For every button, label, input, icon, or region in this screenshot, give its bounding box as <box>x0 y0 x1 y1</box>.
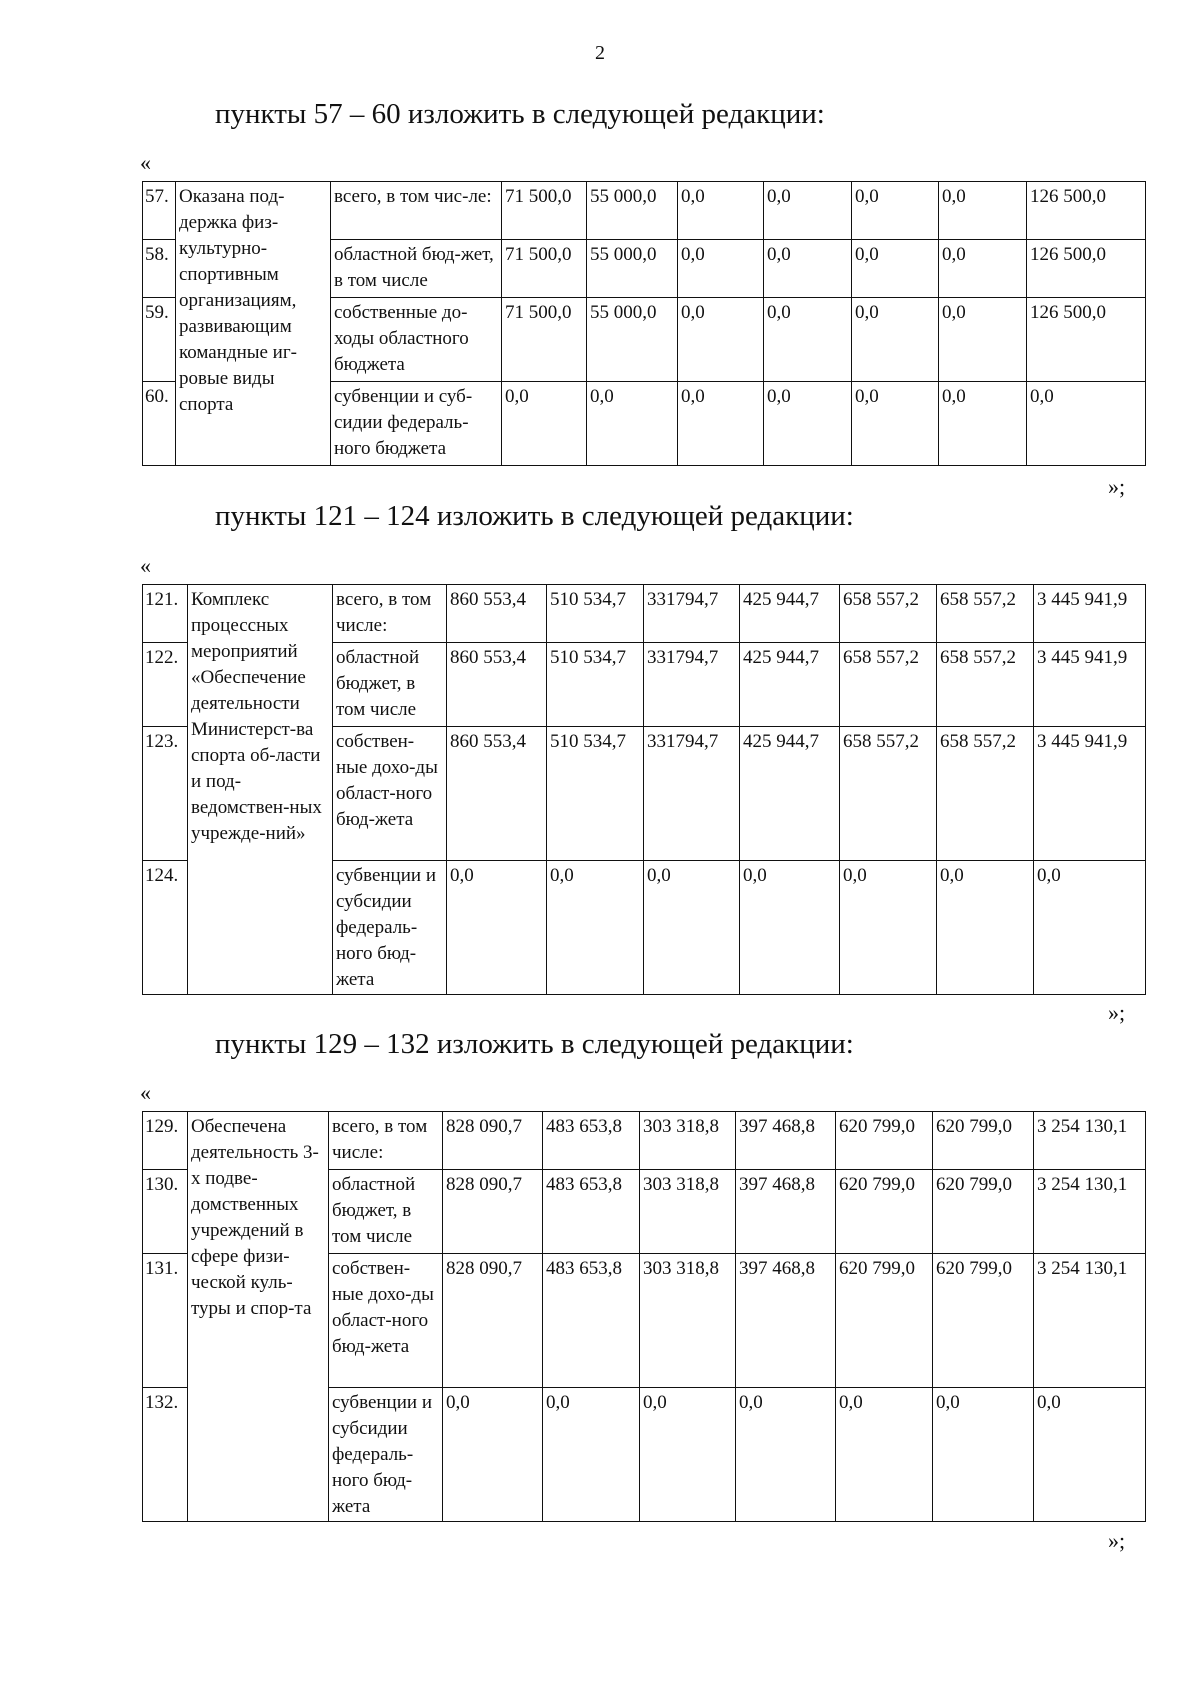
funding-source: областной бюд-жет, в том числе <box>331 240 502 298</box>
funding-source: субвенции и субсидии федераль-ного бюд-жета <box>329 1388 443 1522</box>
value-cell: 425 944,7 <box>740 585 840 643</box>
funding-source: собствен-ные дохо-ды област-ного бюд-жета <box>333 727 447 861</box>
section-1-table <box>142 181 1146 466</box>
value-cell: 620 799,0 <box>933 1254 1034 1388</box>
row-number: 122. <box>143 643 188 727</box>
row-number: 131. <box>143 1254 188 1388</box>
value-cell: 828 090,7 <box>443 1254 543 1388</box>
value-cell: 510 534,7 <box>547 585 644 643</box>
value-cell: 331794,7 <box>644 643 740 727</box>
funding-source: собственные до-ходы областного бюджета <box>331 298 502 382</box>
value-cell: 126 500,0 <box>1027 240 1146 298</box>
measure-description: Комплекс процессных мероприятий «Обеспечение деятельности Министерст-ва спорта об-ласти и под-ведомствен-ных учрежде-ний» <box>188 585 333 995</box>
value-cell: 0,0 <box>502 382 587 466</box>
row-number: 132. <box>143 1388 188 1522</box>
value-cell: 0,0 <box>640 1388 736 1522</box>
value-cell: 510 534,7 <box>547 643 644 727</box>
section-2-close-quote: »; <box>1108 1000 1126 1025</box>
value-cell: 0,0 <box>678 182 764 240</box>
value-cell: 0,0 <box>1034 861 1146 995</box>
value-cell: 658 557,2 <box>840 585 937 643</box>
value-cell: 658 557,2 <box>937 585 1034 643</box>
value-cell: 0,0 <box>644 861 740 995</box>
value-cell: 620 799,0 <box>933 1170 1034 1254</box>
value-cell: 0,0 <box>543 1388 640 1522</box>
value-cell: 0,0 <box>1034 1388 1146 1522</box>
funding-source: всего, в том чис-ле: <box>331 182 502 240</box>
funding-source: собствен-ные дохо-ды област-ного бюд-жета <box>329 1254 443 1388</box>
measure-description: Обеспечена деятельность 3-х подве-домственных учреждений в сфере физи-ческой куль-туры и спор-та <box>188 1112 329 1522</box>
value-cell: 0,0 <box>939 382 1027 466</box>
value-cell: 0,0 <box>587 382 678 466</box>
value-cell: 620 799,0 <box>836 1112 933 1170</box>
value-cell: 303 318,8 <box>640 1112 736 1170</box>
row-number: 57. <box>143 182 176 240</box>
page-number: 2 <box>595 42 605 64</box>
value-cell: 3 254 130,1 <box>1034 1112 1146 1170</box>
value-cell: 126 500,0 <box>1027 298 1146 382</box>
value-cell: 0,0 <box>1027 382 1146 466</box>
value-cell: 483 653,8 <box>543 1170 640 1254</box>
section-2-table <box>142 584 1146 995</box>
value-cell: 828 090,7 <box>443 1112 543 1170</box>
funding-source: всего, в том числе: <box>329 1112 443 1170</box>
row-number: 130. <box>143 1170 188 1254</box>
value-cell: 0,0 <box>547 861 644 995</box>
value-cell: 303 318,8 <box>640 1254 736 1388</box>
value-cell: 0,0 <box>764 182 852 240</box>
row-number: 60. <box>143 382 176 466</box>
value-cell: 620 799,0 <box>933 1112 1034 1170</box>
section-3-heading: пункты 129 – 132 изложить в следующей редакции: <box>215 1028 854 1060</box>
value-cell: 0,0 <box>764 298 852 382</box>
value-cell: 0,0 <box>447 861 547 995</box>
value-cell: 303 318,8 <box>640 1170 736 1254</box>
funding-source: областной бюджет, в том числе <box>333 643 447 727</box>
value-cell: 658 557,2 <box>937 727 1034 861</box>
section-2-open-quote: « <box>140 553 151 578</box>
value-cell: 55 000,0 <box>587 298 678 382</box>
value-cell: 397 468,8 <box>736 1170 836 1254</box>
value-cell: 3 254 130,1 <box>1034 1254 1146 1388</box>
value-cell: 0,0 <box>852 240 939 298</box>
value-cell: 0,0 <box>937 861 1034 995</box>
row-number: 58. <box>143 240 176 298</box>
value-cell: 3 254 130,1 <box>1034 1170 1146 1254</box>
value-cell: 126 500,0 <box>1027 182 1146 240</box>
row-number: 59. <box>143 298 176 382</box>
value-cell: 0,0 <box>678 240 764 298</box>
value-cell: 71 500,0 <box>502 298 587 382</box>
table-row <box>143 182 1146 240</box>
value-cell: 0,0 <box>740 861 840 995</box>
value-cell: 860 553,4 <box>447 585 547 643</box>
value-cell: 3 445 941,9 <box>1034 727 1146 861</box>
value-cell: 331794,7 <box>644 585 740 643</box>
section-1-open-quote: « <box>140 150 151 175</box>
value-cell: 3 445 941,9 <box>1034 643 1146 727</box>
section-3-close-quote: »; <box>1108 1528 1126 1553</box>
value-cell: 397 468,8 <box>736 1112 836 1170</box>
value-cell: 0,0 <box>764 240 852 298</box>
row-number: 121. <box>143 585 188 643</box>
measure-description: Оказана под-держка физ-культурно-спортивным организациям, развивающим командные иг-ровые виды спорта <box>176 182 331 466</box>
value-cell: 0,0 <box>443 1388 543 1522</box>
value-cell: 425 944,7 <box>740 643 840 727</box>
value-cell: 0,0 <box>678 382 764 466</box>
row-number: 124. <box>143 861 188 995</box>
value-cell: 0,0 <box>939 182 1027 240</box>
value-cell: 397 468,8 <box>736 1254 836 1388</box>
value-cell: 0,0 <box>933 1388 1034 1522</box>
value-cell: 0,0 <box>852 182 939 240</box>
table-row <box>143 585 1146 643</box>
value-cell: 483 653,8 <box>543 1254 640 1388</box>
value-cell: 0,0 <box>939 298 1027 382</box>
funding-source: областной бюджет, в том числе <box>329 1170 443 1254</box>
row-number: 123. <box>143 727 188 861</box>
funding-source: субвенции и суб-сидии федераль-ного бюджета <box>331 382 502 466</box>
row-number: 129. <box>143 1112 188 1170</box>
section-3-open-quote: « <box>140 1080 151 1105</box>
value-cell: 620 799,0 <box>836 1170 933 1254</box>
section-3-table <box>142 1111 1146 1522</box>
value-cell: 0,0 <box>840 861 937 995</box>
value-cell: 483 653,8 <box>543 1112 640 1170</box>
value-cell: 71 500,0 <box>502 182 587 240</box>
value-cell: 331794,7 <box>644 727 740 861</box>
value-cell: 860 553,4 <box>447 643 547 727</box>
value-cell: 658 557,2 <box>937 643 1034 727</box>
value-cell: 0,0 <box>852 382 939 466</box>
value-cell: 828 090,7 <box>443 1170 543 1254</box>
section-1-heading: пункты 57 – 60 изложить в следующей редакции: <box>215 98 825 130</box>
section-2-heading: пункты 121 – 124 изложить в следующей редакции: <box>215 500 854 532</box>
value-cell: 55 000,0 <box>587 182 678 240</box>
value-cell: 0,0 <box>939 240 1027 298</box>
value-cell: 0,0 <box>678 298 764 382</box>
value-cell: 658 557,2 <box>840 643 937 727</box>
value-cell: 0,0 <box>764 382 852 466</box>
value-cell: 510 534,7 <box>547 727 644 861</box>
funding-source: всего, в том числе: <box>333 585 447 643</box>
section-1-close-quote: »; <box>1108 474 1126 499</box>
value-cell: 55 000,0 <box>587 240 678 298</box>
table-row <box>143 1112 1146 1170</box>
value-cell: 3 445 941,9 <box>1034 585 1146 643</box>
value-cell: 620 799,0 <box>836 1254 933 1388</box>
value-cell: 0,0 <box>736 1388 836 1522</box>
value-cell: 0,0 <box>852 298 939 382</box>
value-cell: 860 553,4 <box>447 727 547 861</box>
value-cell: 71 500,0 <box>502 240 587 298</box>
value-cell: 658 557,2 <box>840 727 937 861</box>
funding-source: субвенции и субсидии федераль-ного бюд-жета <box>333 861 447 995</box>
value-cell: 0,0 <box>836 1388 933 1522</box>
value-cell: 425 944,7 <box>740 727 840 861</box>
